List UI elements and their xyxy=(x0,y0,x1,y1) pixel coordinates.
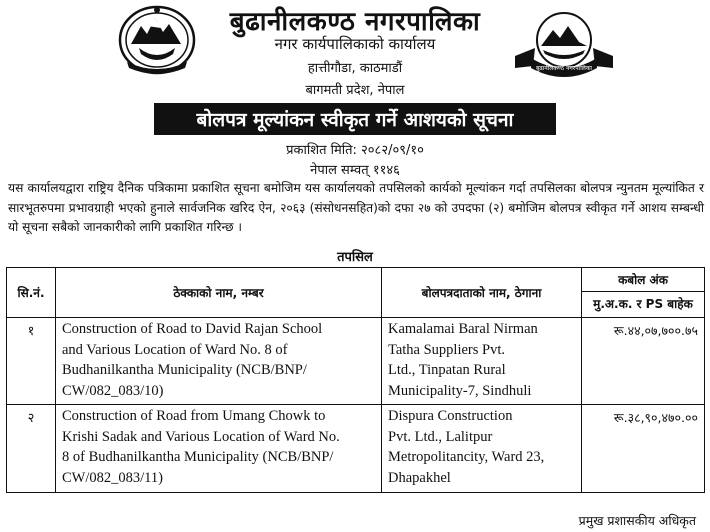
address-line-2: बागमती प्रदेश, नेपाल xyxy=(305,83,405,98)
row-bidder: Dispura Construction Pvt. Ltd., Lalitpur Metropolitancity, Ward 23, Dhapakhel xyxy=(382,405,582,493)
row-sn: १ xyxy=(7,318,56,405)
contract-table xyxy=(6,267,705,493)
office-name: नगर कार्यपालिकाको कार्यालय xyxy=(274,35,436,53)
notice-title: बोलपत्र मूल्यांकन स्वीकृत गर्ने आशयको सूचना xyxy=(154,103,556,135)
signatory: प्रमुख प्रशासकीय अधिकृत xyxy=(578,513,696,528)
header-sn: सि.नं. xyxy=(7,268,56,318)
row-sn: २ xyxy=(7,405,56,493)
header-amount xyxy=(582,268,705,318)
notice-header xyxy=(0,0,710,100)
table-header-row xyxy=(7,268,705,318)
publish-date: प्रकाशित मिति: २०८२/०९/१० xyxy=(286,143,424,158)
row-amount-value: रू.४४,०७,७००.७५ xyxy=(613,323,698,338)
municipality-name: बुढानीलकण्ठ नगरपालिका xyxy=(229,7,481,37)
nepal-sambat: नेपाल सम्वत् ११४६ xyxy=(310,163,400,178)
header-contract: ठेक्काको नाम, नम्बर xyxy=(56,268,382,318)
table-row xyxy=(7,318,705,405)
row-contract: Construction of Road from Umang Chowk to Krishi Sadak and Various Location of Ward No. 8 of Budhanilkantha Municipality (NCB/BNP/ CW/082_083/11) xyxy=(56,405,382,493)
municipality-logo xyxy=(513,6,615,78)
row-bidder: Kamalamai Baral Nirman Tatha Suppliers Pvt. Ltd., Tinpatan Rural Municipality-7, Sindhuli xyxy=(382,318,582,405)
row-contract: Construction of Road to David Rajan School and Various Location of Ward No. 8 of Budhanilkantha Municipality (NCB/BNP/ CW/082_083/10) xyxy=(56,318,382,405)
tapasil-label: तपसिल xyxy=(337,250,373,265)
header-amount-top: कबोल अंक xyxy=(582,268,704,292)
notice-body: यस कार्यालयद्वारा राष्ट्रिय दैनिक पत्रिकामा प्रकाशित सूचना बमोजिम यस कार्यालयको तपसिलको कार्यको मूल्यांकन गर्दा तपसिलका बोलपत्र न्युनतम मूल्यांकित र सारभूतरुपमा प्रभावग्राही भएको हुनाले सार्वजनिक खरिद ऐन, २०६३ (संसोधनसहित)को दफा २७ को उपदफा (२) बमोजिम बोलपत्र स्वीकृत गर्ने आशय सम्बन्धी यो सूचना सबैको जानकारीको लागि प्रकाशित गरिन्छ । xyxy=(8,181,704,234)
municipality-logo-text: बुढानीलकण्ठ नगरपालिका xyxy=(535,65,593,72)
row-amount-value: रू.३८,९०,४७०.०० xyxy=(613,410,698,425)
header-amount-bottom: मु.अ.क. र PS बाहेक xyxy=(593,297,693,311)
row-amount xyxy=(582,318,705,405)
address-line-1: हात्तीगौडा, काठमाडौं xyxy=(307,61,403,76)
table-row xyxy=(7,405,705,493)
header-bidder: बोलपत्रदाताको नाम, ठेगाना xyxy=(382,268,582,318)
row-amount xyxy=(582,405,705,493)
